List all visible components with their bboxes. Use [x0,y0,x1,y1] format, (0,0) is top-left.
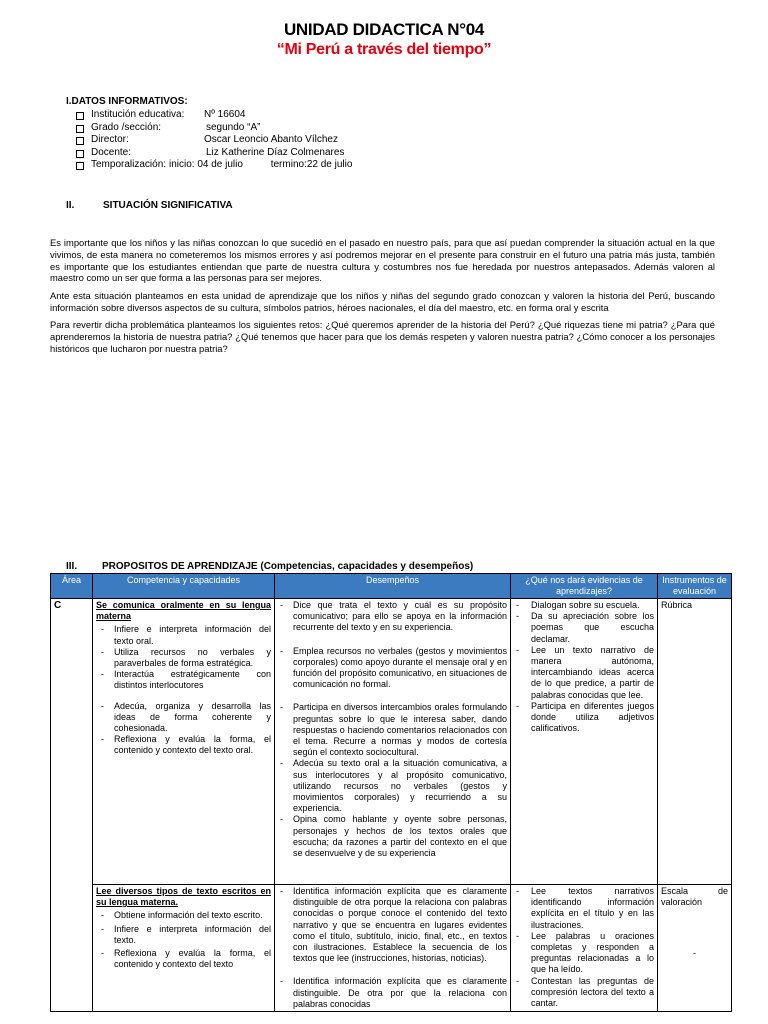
document-title: UNIDAD DIDACTICA N°04 [283,20,485,39]
list-item: - Reflexiona y evalúa la forma, el contenido y contexto del texto oral. [96,734,271,756]
competencia-title: Se comunica oralmente en su lengua materna [96,600,271,622]
evidencias-list [514,886,654,1009]
datos-label: Director: [91,134,129,145]
paragraph: Ante esta situación planteamos en esta unidad de aprendizaje que los niños y niñas del segundo grado conozcan y valoren la historia del Perú, buscando información sobre diversos aspectos de su cultura, símbolos patrios, héroes nacionales, el día del maestro, etc. en forma oral y escrita [50,290,715,313]
instrumento-text: Escala de valoración [661,886,728,908]
propositos-table [50,573,732,1012]
checkbox-icon [76,150,84,158]
list-item: - Identifica información explícita que es claramente distinguible. De otra por que la relaciona con palabras conocidas [278,976,507,1010]
evidencias-cell [511,599,658,885]
column-header-desempenos: Desempeños [275,574,511,599]
list-item: - Emplea recursos no verbales (gestos y movimientos corporales) como apoyo durante el mensaje oral y en función del propósito comunicativo, en situaciones de comunicación no formal. [278,646,507,691]
column-header-competencia: Competencia y capacidades [93,574,275,599]
section-number: II. [66,200,75,211]
list-item: - Obtiene información del texto escrito. [96,910,271,921]
desempenos-list [278,886,507,1010]
evidencias-cell [511,885,658,1012]
checkbox-icon [76,162,84,170]
capacidades-list [96,910,271,970]
list-item: - Participa en diversos intercambios orales formulando preguntas sobre lo que le interesa saber, dando respuestas o haciendo comentarios relacionados con el tema. Recurre a normas y modos de cortesía según el contexto sociocultural. [278,702,507,758]
section-title: SITUACIÓN SIGNIFICATIVA [103,200,233,211]
datos-row [66,159,353,172]
datos-value: Liz Katherine Díaz Colmenares [206,146,345,158]
checkbox-icon [76,137,84,145]
document-subtitle: “Mi Perú a través del tiempo” [276,41,492,58]
datos-value: inicio: 04 de julio termino:22 de julio [169,159,353,170]
list-item: - Lee palabras u oraciones completas y responden a preguntas relacionadas a lo que ha leído. [514,931,654,976]
list-item: - Infiere e interpreta información del texto oral. [96,624,271,646]
checkbox-icon [76,112,84,120]
table-row [51,599,732,885]
table-row [51,885,732,1012]
list-item: - Identifica información explícita que es claramente distinguible de otra porque la relaciona con palabras conocidas o porque conoce el contenido del texto narrativo y que se encuentra en lugares evidentes como el título, subtítulo, inicio, final, etc., en textos con ilustraciones. Establece la secuencia de los textos que lee (instrucciones, historias, noticias). [278,886,507,964]
datos-row [66,121,261,135]
list-item: - Utiliza recursos no verbales y paraverbales de forma estratégica. [96,647,271,669]
column-header-area: Área [51,574,93,599]
list-item: - Interactúa estratégicamente con distintos interlocutores [96,669,271,691]
paragraph: Para revertir dicha problemática planteamos los siguientes retos: ¿Qué queremos aprender de la historia del Perú? ¿Qué riquezas tiene mi patria? ¿Para qué aprenderemos la historia de nuestra patria? ¿Qué tenemos que hacer para que los demás respeten y valoren nuestra patria? ¿Cómo conocer a los personajes históricos que lucharon por nuestra patria? [50,319,715,354]
capacidades-list [96,624,271,756]
competencia-title: Lee diversos tipos de texto escritos en su lengua materna. [96,886,271,908]
list-item: - Opina como hablante y oyente sobre personas, personajes y hechos de los textos orales que escucha; da razones a partir del contexto en el que se desenvuelve y de su experiencia [278,814,507,859]
desempenos-cell [275,599,511,885]
desempenos-cell [275,885,511,1012]
section-title: PROPOSITOS DE APRENDIZAJE (Competencias, capacidades y desempeños) [102,561,474,572]
list-item: - Da su apreciación sobre los poemas que escucha declamar. [514,611,654,645]
datos-value: segundo “A” [206,121,261,133]
table-header-row [51,574,732,599]
datos-value: Nº 16604 [204,109,246,120]
competencia-cell [93,885,275,1012]
list-item: - Lee un texto narrativo de manera autónoma, intercambiando ideas acerca de lo que predice, a partir de palabras conocidas que lee. [514,645,654,701]
datos-value: Oscar Leoncio Abanto Vílchez [204,134,338,145]
datos-label: Institución educativa: [91,109,185,120]
datos-row [66,146,345,160]
checkbox-icon [76,125,84,133]
datos-label: Docente: [91,146,132,158]
instrumento-dash: - [693,948,696,959]
list-item: - Adecúa su texto oral a la situación comunicativa, a sus interlocutores y al propósito comunicativo, utilizando recursos no verbales (gestos y movimientos corporales) y recurriendo a su experiencia. [278,758,507,814]
column-header-instrumentos: Instrumentos de evaluación [658,574,732,599]
list-item: - Participa en diferentes juegos donde utiliza adjetivos calificativos. [514,701,654,735]
list-item: - Infiere e interpreta información del texto. [96,924,271,946]
datos-row [66,109,246,122]
paragraph: Es importante que los niños y las niñas conozcan lo que sucedió en el pasado en nuestro país, para que así puedan comprender la situación actual en la que vivimos, de esta manera no cometeremos los mismos errores y así podremos mejorar en el presente para construir en el futuro una patria más justa, también es importante que los estudiantes entiendan que parte de nuestra cultura y costumbres nos fue heredada por nuestros antepasados. Además valoren al maestro como un ser que forma a las personas para ser mejores. [50,237,715,284]
desempenos-list [278,600,507,859]
instrumento-cell [658,885,732,1012]
list-item: - Dice que trata el texto y cuál es su propósito comunicativo; para ello se apoya en la información recurrente del texto y en su experiencia. [278,600,507,634]
list-item: - Lee textos narrativos identificando información explícita en el título y en las ilustraciones. [514,886,654,931]
datos-informativos [66,96,353,172]
datos-heading: I.DATOS INFORMATIVOS: [66,96,188,107]
datos-label: Temporalización: [91,159,167,170]
list-item: - Contestan las preguntas de compresión lectora del texto a cantar. [514,976,654,1010]
list-item: - Adecúa, organiza y desarrolla las ideas de forma coherente y cohesionada. [96,701,271,735]
list-item: - Dialogan sobre su escuela. [514,600,654,611]
instrumento-cell: Rúbrica [658,599,732,885]
section-number: III. [66,561,78,572]
column-header-evidencias: ¿Qué nos dará evidencias de aprendizajes? [511,574,658,599]
datos-label: Grado /sección: [91,121,162,133]
evidencias-list [514,600,654,734]
area-cell: C [51,599,93,1012]
competencia-cell [93,599,275,885]
list-item: - Reflexiona y evalúa la forma, el contenido y contexto del texto [96,948,271,970]
datos-row [66,134,338,147]
